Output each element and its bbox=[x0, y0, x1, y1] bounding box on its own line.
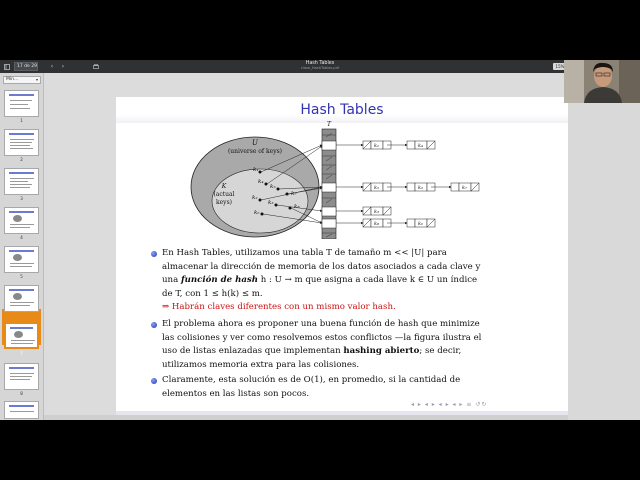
viewer-right-margin bbox=[568, 103, 640, 420]
svg-text:(actual: (actual bbox=[213, 191, 235, 198]
bullet-2-line-2: las colisiones y ver como resolvemos estos conflictos —la figura ilustra el bbox=[162, 332, 482, 343]
zoom-level-button[interactable]: 15% bbox=[553, 63, 567, 70]
bullet-3 bbox=[162, 374, 562, 401]
svg-text:k₈: k₈ bbox=[374, 221, 380, 227]
hash-table-diagram bbox=[190, 121, 570, 239]
svg-text:k₅: k₅ bbox=[270, 184, 276, 190]
bullet-1 bbox=[162, 247, 562, 315]
prev-page-button[interactable] bbox=[48, 62, 56, 71]
bullet-1-line-4: de T, con 1 ≤ h(k) ≤ m. bbox=[162, 288, 263, 299]
webcam-overlay bbox=[564, 60, 640, 103]
chain-3 bbox=[363, 207, 391, 215]
document-title: Hash Tables bbox=[305, 61, 335, 66]
sidebar-toggle-button[interactable] bbox=[2, 62, 12, 71]
svg-text:k₇: k₇ bbox=[291, 191, 297, 197]
chevron-down-icon: ▾ bbox=[35, 77, 38, 82]
page-thumbnail[interactable] bbox=[4, 90, 39, 117]
svg-text:k₃: k₃ bbox=[374, 209, 380, 215]
bullet-2 bbox=[162, 318, 562, 372]
chevron-right-icon: › bbox=[61, 63, 65, 70]
bullet-2-line-1: El problema ahora es proponer una buena función de hash que minimize bbox=[162, 319, 480, 329]
svg-text:K: K bbox=[221, 183, 227, 190]
document-filename: clase_HashTables.pdf bbox=[300, 66, 340, 70]
svg-text:k₂: k₂ bbox=[418, 185, 424, 191]
page-thumbnail[interactable] bbox=[4, 363, 39, 390]
svg-text:(universe of keys): (universe of keys) bbox=[227, 148, 283, 155]
page-thumbnail[interactable] bbox=[4, 246, 39, 273]
svg-text:k₃: k₃ bbox=[268, 200, 274, 206]
chain-4 bbox=[363, 219, 435, 227]
chevron-left-icon: ‹ bbox=[50, 63, 54, 70]
hash-table-slots bbox=[322, 129, 336, 239]
sidebar-view-label: Min... bbox=[6, 77, 19, 82]
svg-text:k₇: k₇ bbox=[462, 185, 468, 191]
page-thumbnail[interactable] bbox=[4, 285, 39, 312]
pdf-viewer-window bbox=[0, 60, 640, 420]
bullet-1-subpoint: ⇒ Habrán claves diferentes con un mismo valor hash. bbox=[162, 302, 396, 312]
thumbnail-number: 1 bbox=[20, 118, 23, 123]
svg-text:k₂: k₂ bbox=[252, 195, 258, 201]
page-thumbnail[interactable] bbox=[4, 129, 39, 156]
svg-text:k₁: k₁ bbox=[253, 167, 259, 173]
svg-text:k₅: k₅ bbox=[374, 185, 380, 191]
chain-2 bbox=[363, 183, 479, 191]
page-thumbnail[interactable] bbox=[4, 207, 39, 234]
bullet-2-line-3: uso de listas enlazadas que implementan hashing abierto; se decir, bbox=[162, 346, 462, 356]
sidebar-toggle-icon bbox=[4, 64, 10, 70]
viewer-bottom-area bbox=[44, 415, 568, 420]
bullet-3-line-1: Claramente, esta solución es de O(1), en promedio, si la cantidad de bbox=[162, 375, 461, 385]
thumbnail-sidebar bbox=[0, 73, 44, 420]
svg-text:k₆: k₆ bbox=[254, 210, 260, 216]
bullet-3-line-2: elementos en las listas son pocos. bbox=[162, 388, 310, 399]
chain-1 bbox=[363, 141, 435, 149]
page-number-input[interactable]: 17 de 29 bbox=[14, 62, 38, 71]
page-thumbnail-active[interactable] bbox=[4, 322, 39, 349]
bullet-1-line-1: En Hash Tables, utilizamos una tabla T de tamaño m << |U| para bbox=[162, 248, 447, 258]
viewer-toolbar bbox=[0, 60, 640, 73]
next-page-button[interactable] bbox=[59, 62, 67, 71]
page-thumbnail[interactable] bbox=[4, 168, 39, 195]
beamer-navigation-symbols[interactable]: ◂ ▸ ◂ ▸ ◂ ▸ ◂ ▸ ≡ ↺↻ bbox=[411, 401, 488, 408]
thumbnail-number: 2 bbox=[20, 157, 23, 162]
print-button[interactable] bbox=[91, 62, 100, 71]
thumbnail-number: 8 bbox=[20, 391, 23, 396]
svg-text:keys): keys) bbox=[216, 199, 232, 206]
svg-text:U: U bbox=[252, 139, 258, 147]
slide-title: Hash Tables bbox=[300, 102, 384, 118]
thumbnail-number: 3 bbox=[20, 196, 23, 201]
bullet-1-line-2: almacenar la dirección de memoria de los datos asociados a cada clave y bbox=[162, 261, 481, 272]
print-icon bbox=[93, 64, 99, 70]
presenter-video-icon bbox=[564, 60, 640, 103]
thumbnail-number: 4 bbox=[20, 235, 23, 240]
svg-text:k₁: k₁ bbox=[374, 143, 380, 149]
sidebar-view-select[interactable] bbox=[3, 76, 41, 84]
svg-text:k₄: k₄ bbox=[258, 179, 264, 185]
bullet-2-line-4: utilizamos memoria extra para las colisiones. bbox=[162, 359, 360, 370]
svg-text:k₆: k₆ bbox=[418, 221, 424, 227]
svg-text:k₈: k₈ bbox=[294, 204, 300, 210]
svg-text:k₄: k₄ bbox=[418, 143, 424, 149]
slide-page bbox=[116, 97, 568, 415]
thumbnail-number: 7 bbox=[20, 351, 23, 356]
bullet-1-line-3: una función de hash h : U → m que asigna a cada llave k ∈ U un índice bbox=[162, 275, 478, 285]
document-title-area bbox=[260, 61, 380, 71]
svg-text:T: T bbox=[327, 121, 332, 128]
thumbnail-number: 5 bbox=[20, 274, 23, 279]
page-thumbnail[interactable] bbox=[4, 401, 39, 419]
